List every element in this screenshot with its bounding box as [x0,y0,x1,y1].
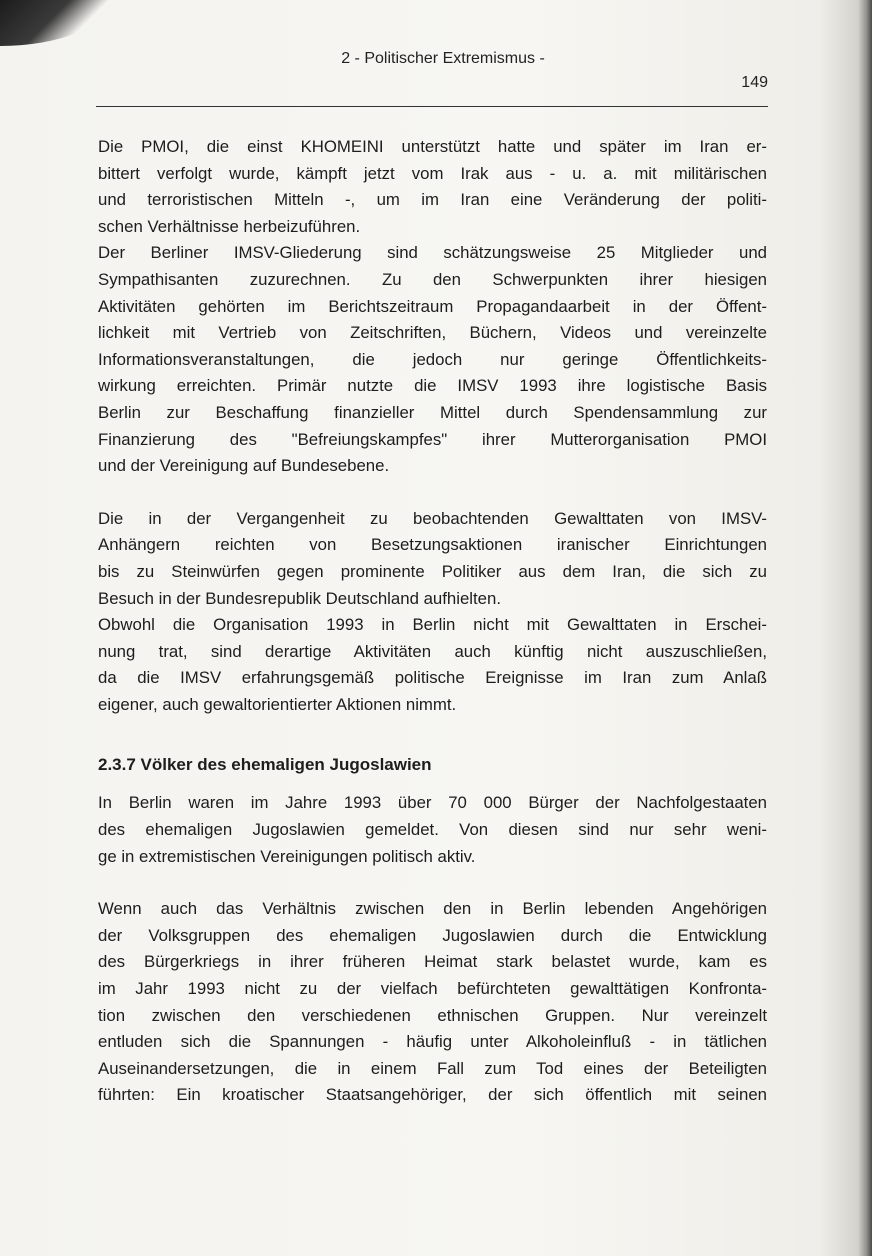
text-line: Finanzierung des "Befreiungskampfes" ihrer Mutterorganisation PMOI [98,429,767,449]
text-line: In Berlin waren im Jahre 1993 über 70 000 Bürger der Nachfolgestaaten [98,793,767,813]
running-head-text: 2 - Politischer Extremismus - [341,50,545,67]
running-head [0,50,872,68]
text-line: tion zwischen den verschiedenen ethnischen Gruppen. Nur vereinzelt [98,1005,767,1025]
text-line: führten: Ein kroatischer Staatsangehöriger, der sich öffentlich mit seinen [98,1085,767,1105]
text-line: schen Verhältnisse herbeizuführen. [98,216,361,236]
body-text [98,134,767,1109]
text-line: und terroristischen Mitteln -, um im Iran eine Veränderung der politi- [98,190,767,210]
text-line: Obwohl die Organisation 1993 in Berlin nicht mit Gewalttaten in Erschei- [98,615,767,635]
page-edge-shadow [858,0,872,1256]
paragraph-gap [98,480,767,506]
text-line: des ehemaligen Jugoslawien gemeldet. Von diesen sind nur sehr weni- [98,820,767,840]
text-line: Wenn auch das Verhältnis zwischen den in Berlin lebenden Angehörigen [98,899,767,919]
text-line: Die PMOI, die einst KHOMEINI unterstützt hatte und später im Iran er- [98,137,767,156]
paragraph-imsv-berlin [98,240,767,479]
text-line: nung trat, sind derartige Aktivitäten auch künftig nicht auszuschließen, [98,641,767,661]
paragraph-violence [98,506,767,612]
text-line: Aktivitäten gehörten im Berichtszeitraum Propagandaarbeit in der Öffent- [98,296,767,316]
text-line: eigener, auch gewaltorientierter Aktionen nimmt. [98,694,457,714]
text-line: da die IMSV erfahrungsgemäß politische Ereignisse im Iran zum Anlaß [98,668,767,688]
paragraph-outlook [98,612,767,718]
heading-gap [98,778,767,790]
text-line: Der Berliner IMSV-Gliederung sind schätzungsweise 25 Mitglieder und [98,243,767,263]
text-line: Auseinandersetzungen, die in einem Fall zum Tod eines der Beteiligten [98,1058,767,1078]
text-line: entluden sich die Spannungen - häufig unter Alkoholeinfluß - in tätlichen [98,1032,767,1052]
text-line: im Jahr 1993 nicht zu der vielfach befürchteten gewalttätigen Konfronta- [98,979,767,999]
paragraph-yugoslavia-citizens [98,790,767,870]
text-line: bittert verfolgt wurde, kämpft jetzt vom Irak aus - u. a. mit militärischen [98,163,767,183]
text-line: Anhängern reichten von Besetzungsaktionen iranischer Einrichtungen [98,535,767,555]
text-line: bis zu Steinwürfen gegen prominente Politiker aus dem Iran, die sich zu [98,561,767,581]
text-line: Informationsveranstaltungen, die jedoch nur geringe Öffentlichkeits- [98,349,767,369]
text-line: lichkeit mit Vertrieb von Zeitschriften, Büchern, Videos und vereinzelte [98,323,767,343]
paragraph-yugoslavia-relations [98,896,767,1109]
text-line: der Volksgruppen des ehemaligen Jugoslawien durch die Entwicklung [98,925,767,945]
section-heading: 2.3.7 Völker des ehemaligen Jugoslawien [98,755,432,775]
section-gap [98,718,767,752]
text-line: Besuch in der Bundesrepublik Deutschland aufhielten. [98,588,502,608]
paragraph-pmoi [98,134,767,240]
scan-shadow-corner [0,0,110,46]
text-line: Berlin zur Beschaffung finanzieller Mittel durch Spendensammlung zur [98,402,767,422]
text-line: Die in der Vergangenheit zu beobachtenden Gewalttaten von IMSV- [98,508,767,528]
header-rule [96,106,768,107]
text-line: und der Vereinigung auf Bundesebene. [98,456,390,476]
page-number: 149 [741,74,768,91]
paragraph-gap [98,870,767,896]
text-line: Sympathisanten zuzurechnen. Zu den Schwerpunkten ihrer hiesigen [98,269,767,289]
text-line: wirkung erreichten. Primär nutzte die IMSV 1993 ihre logistische Basis [98,376,767,396]
text-line: des Bürgerkriegs in ihrer früheren Heimat stark belastet wurde, kam es [98,952,767,972]
text-line: ge in extremistischen Vereinigungen politisch aktiv. [98,846,476,866]
